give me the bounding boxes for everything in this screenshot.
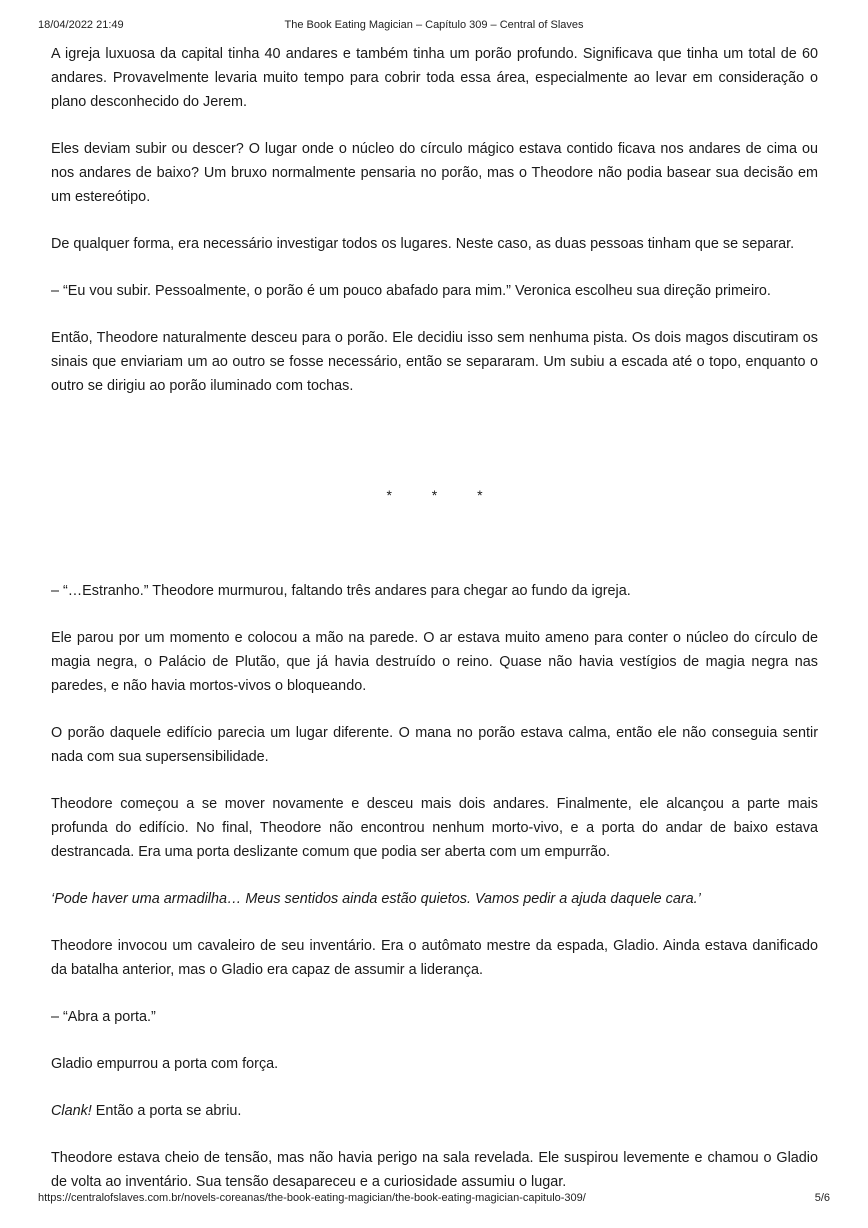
chapter-content — [51, 42, 818, 1217]
separator-asterisks: * * * — [386, 487, 501, 503]
paragraph: – “Abra a porta.” — [51, 1009, 156, 1025]
clank-rest: Então a porta se abriu. — [91, 1103, 242, 1119]
print-page-title: The Book Eating Magician – Capítulo 309 – Central of Slaves — [284, 19, 584, 31]
paragraph: Theodore invocou um cavaleiro de seu inventário. Era o autômato mestre da espada, Gladio. Ainda estava danificado da batalha anterior, mas o Gladio era capaz de assumir a liderança. — [51, 938, 818, 978]
thought-paragraph: ‘Pode haver uma armadilha… Meus sentidos ainda estão quietos. Vamos pedir a ajuda daquele cara.’ — [51, 891, 701, 907]
page-url: https://centralofslaves.com.br/novels-coreanas/the-book-eating-magician/the-book-eating-magician-capitulo-309/ — [38, 1192, 586, 1204]
clank-sound: Clank! — [51, 1103, 92, 1119]
paragraph: Ele parou por um momento e colocou a mão na parede. O ar estava muito ameno para conter o núcleo do círculo de magia negra, o Palácio de Plutão, que já havia destruído o reino. Quase não havia vestígios de magia negra nas paredes, e não havia mortos-vivos o bloqueando. — [51, 630, 818, 694]
paragraph: De qualquer forma, era necessário investigar todos os lugares. Neste caso, as duas pessoas tinham que se separar. — [51, 236, 795, 252]
paragraph: A igreja luxuosa da capital tinha 40 andares e também tinha um porão profundo. Significava que tinha um total de 60 andares. Provavelmente levaria muito tempo para cobrir toda essa área, especialmente ao levar em consideração o plano desconhecido do Jerem. — [51, 46, 818, 110]
print-header — [38, 19, 830, 35]
paragraph: Gladio empurrou a porta com força. — [51, 1056, 279, 1072]
paragraph: – “…Estranho.” Theodore murmurou, faltando três andares para chegar ao fundo da igreja. — [51, 583, 631, 599]
print-footer — [38, 1192, 830, 1208]
paragraph: O porão daquele edifício parecia um lugar diferente. O mana no porão estava calma, então ele não conseguia sentir nada com sua supersensibilidade. — [51, 725, 818, 765]
print-datetime: 18/04/2022 21:49 — [38, 19, 124, 31]
page-number: 5/6 — [814, 1192, 830, 1204]
paragraph: Então, Theodore naturalmente desceu para o porão. Ele decidiu isso sem nenhuma pista. Os dois magos discutiram os sinais que enviariam um ao outro se fosse necessário, então se separaram. Um subiu a escada até o topo, enquanto o outro se dirigiu ao porão iluminado com tochas. — [51, 330, 818, 394]
paragraph: – “Eu vou subir. Pessoalmente, o porão é um pouco abafado para mim.” Veronica escolheu sua direção primeiro. — [51, 283, 771, 299]
paragraph: Theodore começou a se mover novamente e desceu mais dois andares. Finalmente, ele alcançou a parte mais profunda do edifício. No final, Theodore não encontrou nenhum morto-vivo, e a porta do andar de baixo estava destrancada. Era uma porta deslizante comum que podia ser aberta com um empurrão. — [51, 796, 818, 860]
paragraph: Theodore estava cheio de tensão, mas não havia perigo na sala revelada. Ele suspirou levemente e chamou o Gladio de volta ao inventário. Sua tensão desapareceu e a curiosidade assumiu o lugar. — [51, 1150, 818, 1190]
section-separator — [51, 421, 818, 579]
clank-paragraph — [51, 1099, 818, 1123]
paragraph: Eles deviam subir ou descer? O lugar onde o núcleo do círculo mágico estava contido ficava nos andares de cima ou nos andares de baixo? Um bruxo normalmente pensaria no porão, mas o Theodore não podia basear sua decisão em um estereótipo. — [51, 141, 818, 205]
